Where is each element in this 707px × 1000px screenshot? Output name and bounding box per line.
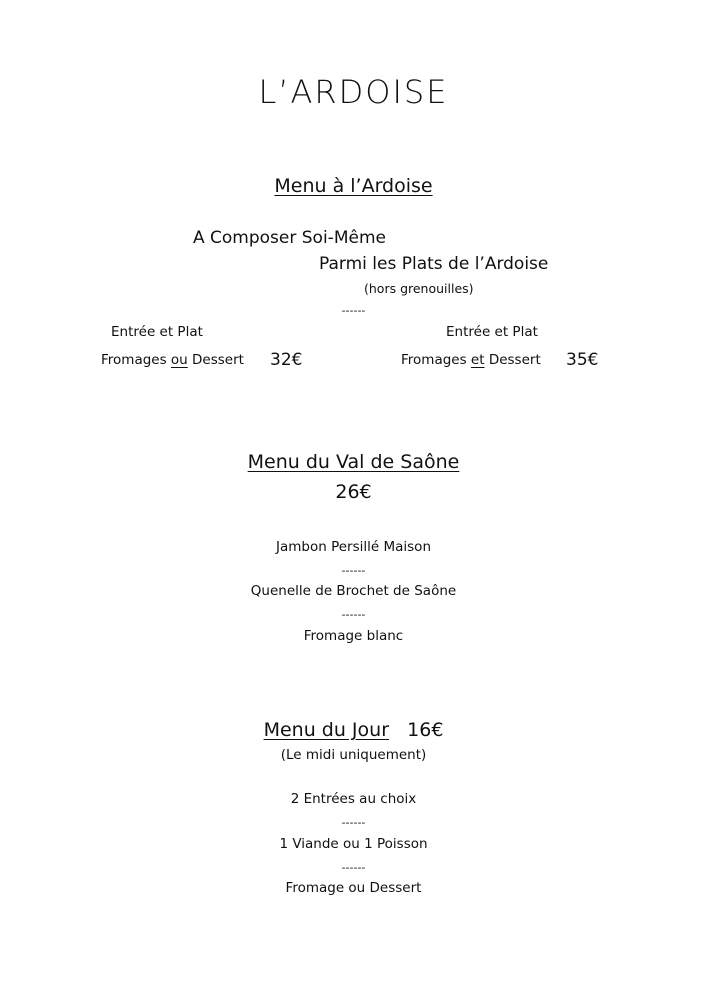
menu-ardoise-line1: A Composer Soi-Même — [193, 228, 386, 248]
option2-line1: Entrée et Plat — [446, 324, 538, 340]
menu-item: 2 Entrées au choix — [290, 791, 417, 807]
option2-line2: Fromages et Dessert — [401, 352, 541, 368]
menu-du-jour-heading: Menu du Jour — [263, 719, 390, 741]
menu-val-de-saone-heading: Menu du Val de Saône — [247, 451, 460, 473]
option1-price: 32€ — [270, 350, 303, 370]
menu-val-de-saone-price: 26€ — [335, 481, 372, 503]
menu-item: Fromage ou Dessert — [285, 880, 422, 896]
menu-ardoise-note: (hors grenouilles) — [364, 281, 474, 296]
separator: ------ — [341, 304, 366, 317]
separator: ------ — [341, 816, 366, 829]
option2-price: 35€ — [566, 350, 599, 370]
menu-ardoise-heading: Menu à l’Ardoise — [274, 175, 433, 197]
separator: ------ — [341, 861, 366, 874]
menu-item: Jambon Persillé Maison — [276, 539, 431, 555]
menu-item: 1 Viande ou 1 Poisson — [279, 836, 428, 852]
menu-item: Fromage blanc — [303, 628, 404, 644]
menu-du-jour-heading-line — [0, 721, 707, 740]
menu-ardoise-line2: Parmi les Plats de l’Ardoise — [319, 254, 549, 274]
separator: ------ — [341, 608, 366, 621]
menu-item: Quenelle de Brochet de Saône — [250, 583, 457, 599]
option1-line2: Fromages ou Dessert — [101, 352, 244, 368]
option1-line1: Entrée et Plat — [111, 324, 203, 340]
menu-du-jour-note: (Le midi uniquement) — [280, 747, 427, 763]
restaurant-title: L’ARDOISE — [258, 73, 449, 111]
separator: ------ — [341, 564, 366, 577]
menu-du-jour-price: 16€ — [407, 719, 444, 741]
